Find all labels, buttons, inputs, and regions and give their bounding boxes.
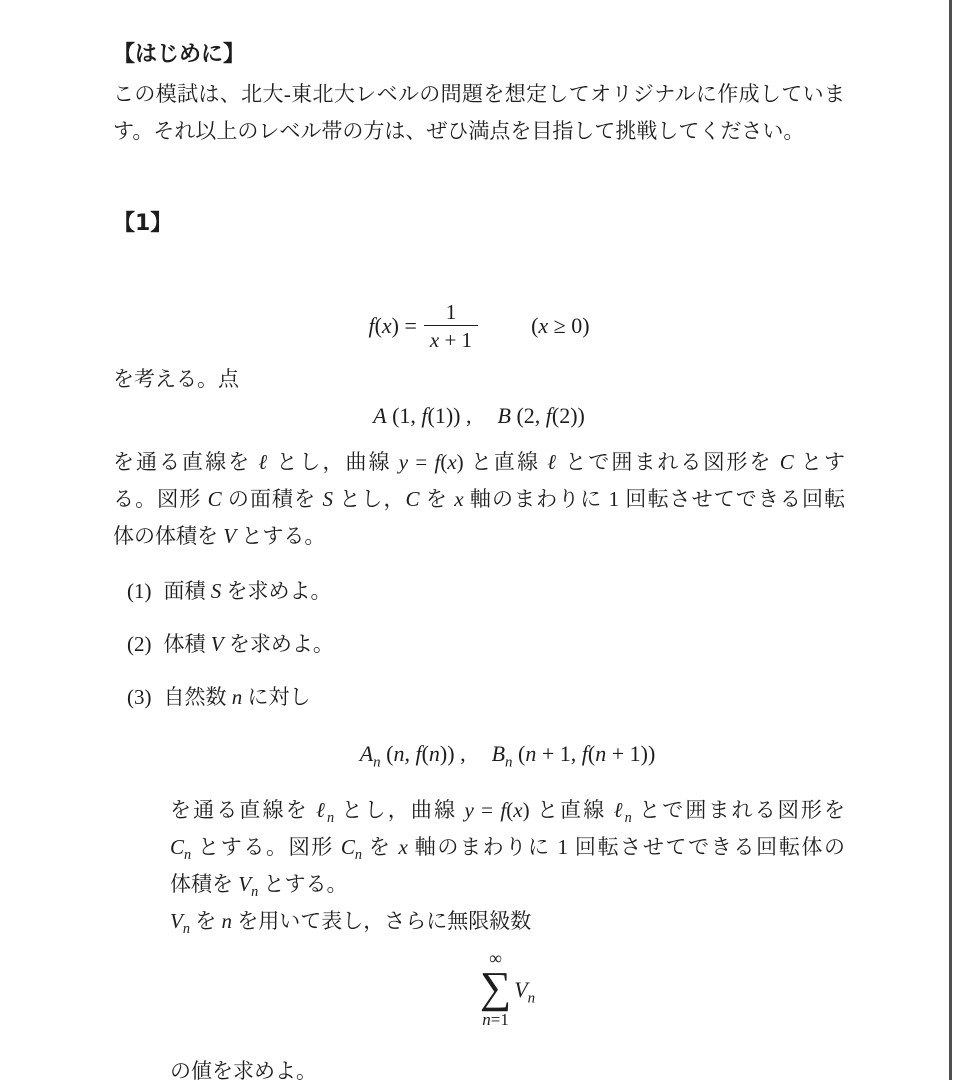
formula-fx: [113, 297, 845, 355]
text-line: す。それ以上のレベル帯の方は、ぜひ満点を目指して挑戦してください。: [113, 119, 805, 143]
text-line: $V_n$ を n を用いて表し，さらに無限級数: [170, 909, 532, 938]
fraction-denominator: x + 1: [424, 325, 478, 354]
summation-lower-limit: n=1: [482, 1010, 509, 1029]
series-intro-line: [170, 903, 845, 940]
question3-statement: [170, 792, 845, 903]
sigma-symbol: ∑: [479, 963, 512, 1012]
intro-heading: 【はじめに】: [113, 42, 246, 67]
text-line: の値を求めよ。: [170, 1059, 317, 1080]
summation-operator: [480, 950, 511, 1030]
intro-paragraph: [113, 76, 845, 150]
question-item-3: [127, 679, 845, 716]
text-line: を考える。点: [113, 367, 239, 391]
consider-line: [113, 361, 845, 398]
question-item-2: [127, 626, 845, 663]
problem-statement: [113, 444, 845, 555]
question-text: 体積 V を求めよ。: [163, 632, 334, 656]
text-line: 体積を $V_n$ とする。: [170, 872, 348, 901]
text-line: を通る直線を ℓ とし，曲線 y = f(x) と直線 ℓ とで囲まれる図形を C とす: [113, 450, 846, 474]
question3-block: [170, 739, 845, 1080]
fraction-numerator: 1: [445, 299, 457, 324]
formula-points-an-bn: $A_n$ (n, f(n)) , $B_n$ (n + 1, f(n + 1)): [359, 741, 656, 771]
question-label: (2): [127, 632, 152, 656]
formula-series-sum: [170, 950, 845, 1030]
text-line: 体の体積を V とする。: [113, 524, 326, 548]
formula-points-ab: A (1, f(1)) , B (2, f(2)): [373, 403, 585, 428]
question-text: 自然数 n に対し: [163, 685, 311, 709]
page-edge-line: [949, 0, 952, 1080]
summation-term: $V_n$: [514, 977, 536, 1007]
problem-number-heading: 【1】: [113, 211, 173, 236]
fx-fraction: [424, 299, 478, 354]
page-content: [0, 42, 955, 1080]
fx-domain-condition: (x ≥ 0): [531, 313, 590, 338]
question-label: (3): [127, 685, 152, 709]
question-label: (1): [127, 579, 152, 603]
question-text: 面積 S を求めよ。: [163, 579, 332, 603]
text-line: この模試は、北大-東北大レベルの問題を想定してオリジナルに作成していま: [113, 82, 845, 106]
question-list: [113, 573, 845, 716]
summation-upper-limit: ∞: [489, 948, 502, 968]
question-item-1: [127, 573, 845, 610]
text-line: る。図形 C の面積を S とし，C を x 軸のまわりに 1 回転させてできる回転: [113, 487, 846, 511]
fx-left-side: f(x) =: [368, 313, 417, 338]
series-outro-line: [170, 1053, 845, 1080]
text-line: を通る直線を ℓ$_n$ とし，曲線 y = f(x) と直線 ℓ$_n$ とで囲まれる図形を: [170, 798, 846, 827]
text-line: $C_n$ とする。図形 $C_n$ を x 軸のまわりに 1 回転させてできる回転体の: [170, 835, 846, 864]
